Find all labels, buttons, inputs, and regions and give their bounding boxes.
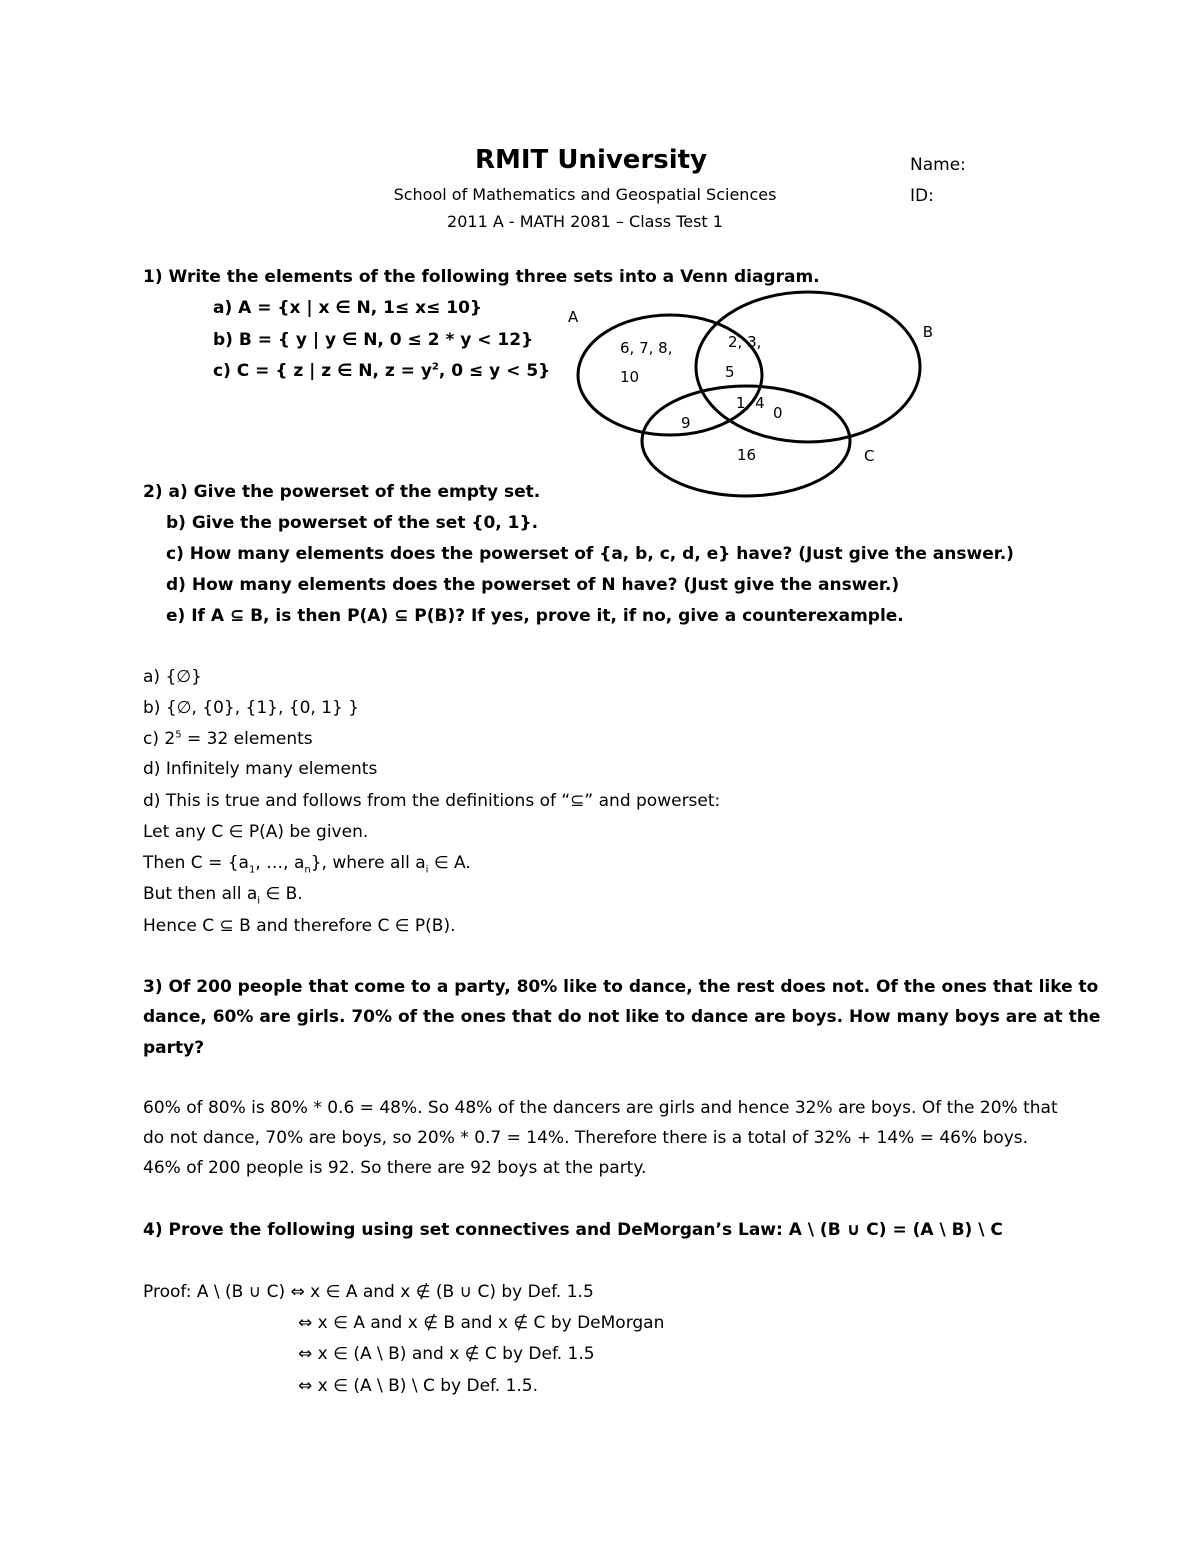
q2-b-prompt: b) Give the powerset of the set {0, 1}.	[166, 513, 539, 533]
venn-region-ab-line2: 5	[725, 363, 735, 381]
q2-answer-d: d) Infinitely many elements	[143, 759, 378, 779]
venn-region-bc: 0	[773, 404, 783, 422]
q3-prompt-line1: 3) Of 200 people that come to a party, 80% like to dance, the rest does not. Of the ones that like to	[143, 977, 1099, 997]
q2-answer-c-result: = 32 elements	[181, 729, 313, 749]
venn-region-a-only-line1: 6, 7, 8,	[620, 339, 673, 357]
q2-answer-e-line3-part2: , …, a	[255, 853, 305, 873]
venn-region-c-only: 16	[737, 446, 757, 464]
q2-answer-b: b) {∅, {0}, {1}, {0, 1} }	[143, 698, 360, 718]
q2-answer-e-line3-part3: }, where all a	[310, 853, 426, 873]
id-label: ID:	[910, 186, 934, 206]
venn-region-abc: 1, 4	[736, 394, 765, 412]
q2-answer-c	[143, 729, 313, 749]
q2-answer-c-base: c) 2	[143, 729, 176, 749]
course-title: 2011 A - MATH 2081 – Class Test 1	[447, 212, 723, 231]
q4-prompt: 4) Prove the following using set connectives and DeMorgan’s Law: A \ (B ∪ C) = (A \ B) \ C	[143, 1220, 1003, 1240]
q2-answer-e-line3-sub3: i	[425, 864, 429, 876]
q2-c-prompt: c) How many elements does the powerset of {a, b, c, d, e} have? (Just give the answer.)	[166, 544, 1014, 564]
q3-prompt-line2: dance, 60% are girls. 70% of the ones that do not like to dance are boys. How many boys are at the	[143, 1007, 1101, 1027]
q2-answer-e-line3-part4: ∈ A.	[428, 853, 471, 873]
q1-set-b: b) B = { y | y ∈ N, 0 ≤ 2 * y < 12}	[213, 330, 534, 350]
q4-proof-line3: ⇔ x ∈ (A \ B) and x ∉ C by Def. 1.5	[298, 1344, 595, 1364]
q2-answer-e-line4-part2: ∈ B.	[260, 884, 303, 904]
q2-answer-e-line5: Hence C ⊆ B and therefore C ∈ P(B).	[143, 916, 456, 936]
q3-prompt-line3: party?	[143, 1038, 205, 1058]
venn-region-a-only-line2: 10	[620, 368, 640, 386]
q2-answer-e-line3-sub2: n	[304, 864, 311, 876]
venn-label-c: C	[864, 447, 875, 465]
q2-e-prompt: e) If A ⊆ B, is then P(A) ⊆ P(B)? If yes, prove it, if no, give a counterexample.	[166, 606, 904, 626]
q1-set-c-text-end: , 0 ≤ y < 5}	[438, 361, 551, 381]
q2-answer-e-line4-part1: But then all a	[143, 884, 258, 904]
q2-d-prompt: d) How many elements does the powerset of N have? (Just give the answer.)	[166, 575, 900, 595]
venn-label-b: B	[922, 323, 933, 341]
q3-answer-line2: do not dance, 70% are boys, so 20% * 0.7 = 14%. Therefore there is a total of 32% + 14% = 46% boys.	[143, 1128, 1029, 1148]
q2-answer-e-line3	[143, 853, 471, 876]
q2-answer-e-line3-part1: Then C = {a	[143, 853, 249, 873]
q2-answer-e-line4	[143, 884, 303, 907]
q4-proof-line2: ⇔ x ∈ A and x ∉ B and x ∉ C by DeMorgan	[298, 1313, 665, 1333]
q1-set-c-exponent: 2	[431, 361, 439, 373]
q1-set-a: a) A = {x | x ∈ N, 1≤ x≤ 10}	[213, 298, 483, 318]
q2-answer-c-exponent: 5	[175, 729, 182, 741]
venn-region-ab-line1: 2, 3,	[728, 333, 762, 351]
q4-proof-line4: ⇔ x ∈ (A \ B) \ C by Def. 1.5.	[298, 1376, 539, 1396]
q1-set-c-text: c) C = { z | z ∈ N, z = y	[213, 361, 432, 381]
q3-answer-line1: 60% of 80% is 80% * 0.6 = 48%. So 48% of the dancers are girls and hence 32% are boys. Of the 20% that	[143, 1098, 1058, 1118]
q2-answer-e-line3-sub1: 1	[248, 864, 256, 876]
q1-set-c	[213, 361, 550, 381]
venn-region-ac: 9	[681, 414, 691, 432]
q2-answer-e-line2: Let any C ∈ P(A) be given.	[143, 822, 369, 842]
q3-answer-line3: 46% of 200 people is 92. So there are 92 boys at the party.	[143, 1158, 647, 1178]
q2-a-prompt: 2) a) Give the powerset of the empty set.	[143, 482, 541, 502]
q2-answer-e-line4-sub: i	[257, 895, 261, 907]
venn-diagram	[560, 290, 933, 510]
name-label: Name:	[910, 155, 966, 175]
q4-proof-line1: Proof: A \ (B ∪ C) ⇔ x ∈ A and x ∉ (B ∪ C) by Def. 1.5	[143, 1282, 594, 1302]
venn-label-a: A	[568, 308, 579, 326]
page-title: RMIT University	[474, 145, 708, 175]
q1-prompt: 1) Write the elements of the following three sets into a Venn diagram.	[143, 267, 820, 287]
school-name: School of Mathematics and Geospatial Sciences	[393, 185, 777, 204]
q2-answer-a: a) {∅}	[143, 667, 202, 687]
q2-answer-e-line1: d) This is true and follows from the definitions of “⊆” and powerset:	[143, 791, 721, 811]
